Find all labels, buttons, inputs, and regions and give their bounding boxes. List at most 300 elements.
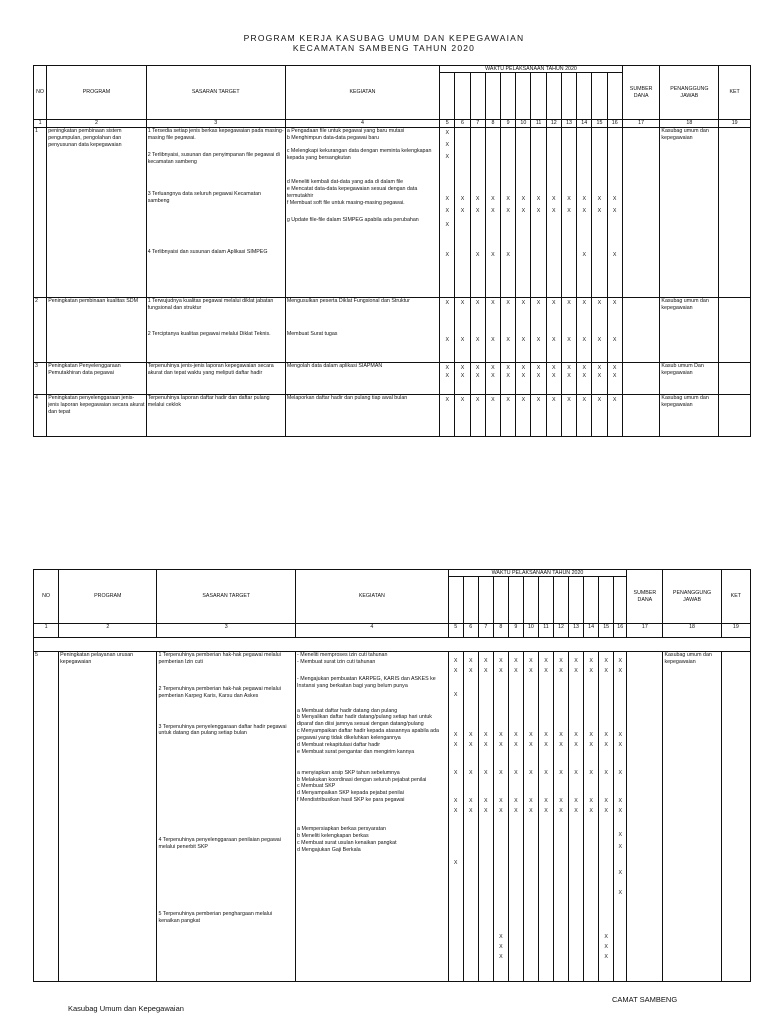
ket-cell xyxy=(721,652,750,982)
schedule-mark: X xyxy=(536,299,541,306)
month-header xyxy=(614,577,627,624)
month-cell xyxy=(455,297,470,362)
schedule-mark: X xyxy=(536,336,541,343)
column-number: 2 xyxy=(47,120,147,128)
schedule-mark: X xyxy=(574,798,578,804)
schedule-mark: X xyxy=(612,336,617,343)
month-cell xyxy=(455,394,470,436)
header-kegiatan: KEGIATAN xyxy=(285,66,439,120)
pj-cell: Kasubag umum dan kepegawaian xyxy=(663,652,721,982)
schedule-mark: X xyxy=(618,832,623,838)
month-cell xyxy=(584,652,599,982)
kegiatan-cell-block: Membuat Surat tugas xyxy=(286,330,338,337)
month-cell xyxy=(561,297,576,362)
month-cell xyxy=(592,394,607,436)
schedule-mark: X xyxy=(559,808,563,814)
column-number-row xyxy=(34,120,751,128)
schedule-mark: X xyxy=(468,732,473,738)
header-ket: KET xyxy=(721,570,750,624)
schedule-mark: X xyxy=(445,195,450,202)
header-program: PROGRAM xyxy=(59,570,157,624)
schedule-mark: X xyxy=(589,668,593,674)
schedule-mark: X xyxy=(618,732,623,738)
schedule-mark: X xyxy=(506,251,510,258)
target-cell xyxy=(146,297,285,362)
schedule-mark: X xyxy=(544,798,548,804)
header-kegiatan: KEGIATAN xyxy=(296,570,449,624)
schedule-mark: X xyxy=(597,207,602,214)
column-number-row xyxy=(34,624,751,638)
schedule-mark: X xyxy=(552,207,556,214)
schedule-mark: X xyxy=(536,372,541,379)
month-header xyxy=(607,73,622,120)
schedule-mark: X xyxy=(604,732,608,738)
month-cell xyxy=(577,127,592,297)
schedule-mark: X xyxy=(491,396,495,403)
schedule-mark: X xyxy=(514,732,518,738)
column-number: 6 xyxy=(463,624,478,638)
schedule-mark: X xyxy=(475,299,480,306)
schedule-mark: X xyxy=(453,658,458,664)
kegiatan-cell-block: g Update file-file dalam SIMPEG apabila ada perubahan xyxy=(286,216,419,223)
schedule-mark: X xyxy=(582,336,586,343)
schedule-mark: X xyxy=(521,299,526,306)
target-cell-block: 1 Terpenuhinya pemberian hak-hak pegawai melalui pemberian Izin cuti xyxy=(158,652,281,665)
sumber-cell xyxy=(622,297,660,362)
schedule-mark: X xyxy=(499,954,503,960)
month-cell xyxy=(448,652,463,982)
schedule-mark: X xyxy=(445,153,450,160)
schedule-mark: X xyxy=(612,207,617,214)
schedule-mark: X xyxy=(544,658,548,664)
column-number: 8 xyxy=(485,120,500,128)
schedule-mark: X xyxy=(475,396,480,403)
kegiatan-cell-block: d Meneliti kembali dat-data yang ada di dalam file e Mencatat data-data kepegawaian sesuai dengan data termutakhir f Membuat soft file untuk masing-masing pegawai. xyxy=(286,179,418,206)
month-cell xyxy=(531,394,546,436)
schedule-mark: X xyxy=(514,658,518,664)
schedule-mark: X xyxy=(453,668,458,674)
ket-cell xyxy=(719,394,751,436)
month-cell xyxy=(607,127,622,297)
schedule-mark: X xyxy=(514,742,518,748)
target-cell xyxy=(146,127,285,297)
schedule-mark: X xyxy=(567,364,571,371)
schedule-mark: X xyxy=(529,798,533,804)
month-header xyxy=(599,577,614,624)
month-header xyxy=(448,577,463,624)
month-header xyxy=(584,577,599,624)
schedule-mark: X xyxy=(559,658,563,664)
month-cell xyxy=(614,652,627,982)
schedule-mark: X xyxy=(567,396,571,403)
schedule-mark: X xyxy=(445,141,450,148)
ket-cell xyxy=(719,362,751,394)
month-cell xyxy=(577,394,592,436)
schedule-mark: X xyxy=(582,372,586,379)
month-header xyxy=(531,73,546,120)
kegiatan-cell xyxy=(285,127,439,297)
month-cell xyxy=(516,394,531,436)
schedule-mark: X xyxy=(582,195,586,202)
schedule-mark: X xyxy=(491,372,495,379)
schedule-mark: X xyxy=(612,195,617,202)
document-subtitle: KECAMATAN SAMBENG TAHUN 2020 xyxy=(292,43,476,53)
kegiatan-cell xyxy=(285,362,439,394)
schedule-mark: X xyxy=(552,195,556,202)
month-header xyxy=(592,73,607,120)
month-cell xyxy=(501,127,516,297)
schedule-mark: X xyxy=(544,808,548,814)
schedule-mark: X xyxy=(484,808,488,814)
sumber-cell xyxy=(622,394,660,436)
schedule-mark: X xyxy=(468,798,473,804)
schedule-mark: X xyxy=(582,207,586,214)
sumber-cell xyxy=(622,362,660,394)
kegiatan-cell-block: a Mempersiapkan berkas persyaratan b Meneliti kelengkapan berkas c Membuat surat usulan kenaikan pangkat d Mengajukan Gaji Berkala xyxy=(297,826,397,853)
column-number: 2 xyxy=(59,624,157,638)
header-pj: PENANGGUNG JAWAB xyxy=(663,570,721,624)
month-cell xyxy=(440,297,455,362)
schedule-mark: X xyxy=(514,668,518,674)
header-program: PROGRAM xyxy=(47,66,147,120)
schedule-mark: X xyxy=(589,658,593,664)
month-cell xyxy=(531,297,546,362)
column-number: 8 xyxy=(493,624,508,638)
schedule-mark: X xyxy=(618,770,623,776)
schedule-mark: X xyxy=(582,251,586,258)
schedule-mark: X xyxy=(574,808,578,814)
month-header xyxy=(561,73,576,120)
kegiatan-cell-block: Mengolah data dalam aplikasi SIAPMAN xyxy=(286,362,383,369)
month-cell xyxy=(501,362,516,394)
row-number: 3 xyxy=(34,362,47,394)
schedule-mark: X xyxy=(612,299,617,306)
month-cell xyxy=(561,394,576,436)
schedule-mark: X xyxy=(604,944,608,950)
target-cell-block: Terpenuhinya jenis-jenis laporan kepegawaian secara akurat dan tepat waktu yang meliputi daftar hadir xyxy=(147,362,274,376)
schedule-mark: X xyxy=(484,658,488,664)
schedule-mark: X xyxy=(468,742,473,748)
pj-cell: Kasubag umum dan kepegawaian xyxy=(660,394,719,436)
kegiatan-cell-block: - Mengajukan pembuatan KARPEG, KARIS dan ASKES ke Instansi yang berkaitan bagi yang belum punya xyxy=(297,675,436,689)
schedule-mark: X xyxy=(612,396,617,403)
schedule-mark: X xyxy=(604,658,608,664)
schedule-mark: X xyxy=(559,668,563,674)
month-header xyxy=(463,577,478,624)
ket-cell xyxy=(719,127,751,297)
column-number: 18 xyxy=(660,120,719,128)
header-pj: PENANGGUNG JAWAB xyxy=(660,66,719,120)
work-program-table-1 xyxy=(33,65,751,437)
month-header xyxy=(554,577,569,624)
schedule-mark: X xyxy=(514,770,518,776)
schedule-mark: X xyxy=(567,195,571,202)
schedule-mark: X xyxy=(521,195,526,202)
kegiatan-cell-block: c Melengkapi kekurangan data dengan meminta kelengkapan kepada yang bersangkutan xyxy=(286,147,432,161)
schedule-mark: X xyxy=(460,364,465,371)
month-cell xyxy=(440,394,455,436)
schedule-mark: X xyxy=(552,372,556,379)
schedule-mark: X xyxy=(491,251,495,258)
schedule-mark: X xyxy=(521,372,526,379)
month-header xyxy=(546,73,561,120)
header-ket: KET xyxy=(719,66,751,120)
schedule-mark: X xyxy=(612,372,617,379)
spacer-row xyxy=(34,638,751,652)
sumber-cell xyxy=(622,127,660,297)
target-cell-block: 2 Terciptanya kualitas pegawai melalui Diklat Teknis. xyxy=(147,330,271,337)
schedule-mark: X xyxy=(589,798,593,804)
schedule-mark: X xyxy=(618,890,623,896)
schedule-mark: X xyxy=(536,207,541,214)
column-number: 19 xyxy=(719,120,751,128)
header-waktu: WAKTU PELAKSANAAN TAHUN 2020 xyxy=(440,66,623,73)
month-cell xyxy=(440,127,455,297)
schedule-mark: X xyxy=(445,396,450,403)
schedule-mark: X xyxy=(597,372,602,379)
program-row xyxy=(34,297,751,362)
schedule-mark: X xyxy=(604,742,608,748)
month-cell xyxy=(546,362,561,394)
program-cell: Peningkatan pembinaan kualitas SDM xyxy=(47,297,147,362)
schedule-mark: X xyxy=(529,742,533,748)
schedule-mark: X xyxy=(445,364,450,371)
schedule-mark: X xyxy=(453,860,458,866)
month-cell xyxy=(470,362,485,394)
header-no: NO xyxy=(34,570,59,624)
column-number: 9 xyxy=(501,120,516,128)
kegiatan-cell xyxy=(285,297,439,362)
schedule-mark: X xyxy=(604,808,608,814)
schedule-mark: X xyxy=(604,798,608,804)
month-cell xyxy=(485,127,500,297)
column-number: 17 xyxy=(622,120,660,128)
schedule-mark: X xyxy=(544,668,548,674)
schedule-mark: X xyxy=(445,336,450,343)
month-header xyxy=(508,577,523,624)
schedule-mark: X xyxy=(506,336,510,343)
month-cell xyxy=(607,362,622,394)
column-number: 5 xyxy=(440,120,455,128)
column-number: 16 xyxy=(607,120,622,128)
column-number: 7 xyxy=(470,120,485,128)
month-cell xyxy=(516,297,531,362)
month-cell xyxy=(599,652,614,982)
pj-cell: Kasubag umum dan kepegawaian xyxy=(660,127,719,297)
month-cell xyxy=(485,297,500,362)
schedule-mark: X xyxy=(597,299,602,306)
schedule-mark: X xyxy=(506,299,510,306)
month-cell xyxy=(455,127,470,297)
month-cell xyxy=(592,362,607,394)
header-no: NO xyxy=(34,66,47,120)
schedule-mark: X xyxy=(499,668,503,674)
pj-cell: Kasubag umum dan kepegawaian xyxy=(660,297,719,362)
month-cell xyxy=(554,652,569,982)
schedule-mark: X xyxy=(475,364,480,371)
schedule-mark: X xyxy=(529,668,533,674)
column-number: 13 xyxy=(561,120,576,128)
schedule-mark: X xyxy=(529,808,533,814)
schedule-mark: X xyxy=(453,770,458,776)
schedule-mark: X xyxy=(484,668,488,674)
schedule-mark: X xyxy=(544,770,548,776)
schedule-mark: X xyxy=(597,195,602,202)
month-header xyxy=(470,73,485,120)
column-number: 14 xyxy=(577,120,592,128)
schedule-mark: X xyxy=(445,129,450,136)
program-cell: Peningkatan penyelenggaraan jenis-jenis laporan kepegawaian secara akurat dan tepat xyxy=(47,394,147,436)
schedule-mark: X xyxy=(597,336,602,343)
column-number: 12 xyxy=(546,120,561,128)
month-cell xyxy=(493,652,508,982)
kegiatan-cell-block: a Pengadaan file untuk pegawai yang baru mutasi b Menghimpun data-data pegawai baru xyxy=(286,127,405,141)
month-cell xyxy=(485,362,500,394)
schedule-mark: X xyxy=(491,364,495,371)
month-header xyxy=(455,73,470,120)
month-header xyxy=(577,73,592,120)
month-cell xyxy=(531,127,546,297)
schedule-mark: X xyxy=(567,372,571,379)
signature-right: CAMAT SAMBENG xyxy=(612,995,678,1004)
schedule-mark: X xyxy=(604,954,608,960)
schedule-mark: X xyxy=(567,299,571,306)
schedule-mark: X xyxy=(460,299,465,306)
schedule-mark: X xyxy=(618,742,623,748)
schedule-mark: X xyxy=(612,364,617,371)
month-cell xyxy=(440,362,455,394)
schedule-mark: X xyxy=(445,221,450,228)
schedule-mark: X xyxy=(445,251,450,258)
schedule-mark: X xyxy=(589,808,593,814)
month-cell xyxy=(470,127,485,297)
column-number: 18 xyxy=(663,624,721,638)
target-cell-block: 4 Terpenuhinya penyelenggaraan penilaian pegawai melalui penerbit SKP xyxy=(158,837,281,851)
target-cell-block: 4 Terlibnyaisi dan susunan dalam Aplikasi SIMPEG xyxy=(147,249,268,256)
schedule-mark: X xyxy=(499,808,503,814)
column-number: 16 xyxy=(614,624,627,638)
pj-cell: Kasub umum Dan kepegawaian xyxy=(660,362,719,394)
schedule-mark: X xyxy=(491,299,495,306)
column-number: 1 xyxy=(34,624,59,638)
month-cell xyxy=(501,297,516,362)
schedule-mark: X xyxy=(612,251,617,258)
month-cell xyxy=(561,127,576,297)
schedule-mark: X xyxy=(506,195,510,202)
schedule-mark: X xyxy=(618,658,623,664)
schedule-mark: X xyxy=(468,808,473,814)
month-header xyxy=(516,73,531,120)
kegiatan-cell-block: a menyiapkan arsip SKP tahun sebelumnya b Melakukan koordinasi dengan seluruh pejabat penilai c Membuat SKP d Menyampaikan SKP kepada pejabat penilai f Mendistribusikan hasil SKP ke para pegawai xyxy=(297,769,427,804)
month-header xyxy=(493,577,508,624)
schedule-mark: X xyxy=(475,251,480,258)
schedule-mark: X xyxy=(484,742,488,748)
month-cell xyxy=(470,394,485,436)
schedule-mark: X xyxy=(544,742,548,748)
target-cell-block: 5 Terpenuhinya pemberian penghargaan melalui kenaikan pangkat xyxy=(158,911,273,924)
target-cell-block: 1 Terwujudnya kualitas pegawai melalui diklat jabatan fungsional dan struktur xyxy=(147,297,274,311)
schedule-mark: X xyxy=(574,658,578,664)
schedule-mark: X xyxy=(484,732,488,738)
column-number: 4 xyxy=(285,120,439,128)
target-cell-block: 1 Tersedia setiap jenis berkas kepegawaian pada masing-masing file pegawai. xyxy=(147,127,284,141)
column-number: 7 xyxy=(478,624,493,638)
schedule-mark: X xyxy=(529,732,533,738)
column-number: 10 xyxy=(516,120,531,128)
column-number: 15 xyxy=(592,120,607,128)
month-cell xyxy=(577,362,592,394)
schedule-mark: X xyxy=(567,336,571,343)
schedule-mark: X xyxy=(597,364,602,371)
schedule-mark: X xyxy=(514,798,518,804)
column-number: 3 xyxy=(157,624,296,638)
column-number: 17 xyxy=(627,624,663,638)
schedule-mark: X xyxy=(514,808,518,814)
month-cell xyxy=(531,362,546,394)
column-number: 3 xyxy=(146,120,285,128)
schedule-mark: X xyxy=(475,372,480,379)
schedule-mark: X xyxy=(521,396,526,403)
schedule-mark: X xyxy=(484,770,488,776)
schedule-mark: X xyxy=(589,742,593,748)
kegiatan-cell-block: Mengusulkan peserta Diklat Fungsional dan Struktur xyxy=(286,297,410,304)
column-number: 14 xyxy=(584,624,599,638)
month-cell xyxy=(592,297,607,362)
schedule-mark: X xyxy=(499,934,503,940)
program-cell: Peningkatan Penyelenggaraan Pemutakhiran data pegawai xyxy=(47,362,147,394)
schedule-mark: X xyxy=(460,195,465,202)
column-number: 11 xyxy=(538,624,553,638)
schedule-mark: X xyxy=(506,372,510,379)
work-program-table-2 xyxy=(33,569,751,982)
column-number: 5 xyxy=(448,624,463,638)
schedule-mark: X xyxy=(552,364,556,371)
schedule-mark: X xyxy=(559,770,563,776)
schedule-mark: X xyxy=(536,396,541,403)
schedule-mark: X xyxy=(552,299,556,306)
kegiatan-cell xyxy=(296,652,449,982)
target-cell-block: 2 Terlibnyaisi, susunan dan penyimpanan file pegawai di kecamatan sambeng xyxy=(147,151,280,165)
schedule-mark: X xyxy=(521,336,526,343)
schedule-mark: X xyxy=(589,770,593,776)
program-row xyxy=(34,394,751,436)
schedule-mark: X xyxy=(499,742,503,748)
schedule-mark: X xyxy=(618,798,623,804)
schedule-mark: X xyxy=(521,207,526,214)
schedule-mark: X xyxy=(618,668,623,674)
target-cell-block: 3 Terluangnya data seluruh pegawai Kecamatan sambeng xyxy=(147,191,261,205)
schedule-mark: X xyxy=(529,658,533,664)
month-cell xyxy=(501,394,516,436)
kegiatan-cell-block: a Membuat daftar hadir datang dan pulang b Menyalikan daftar hadir datang/pulang setiap hari untuk diparaf dan diisi jamnya sesuai dengan datang/pulang c Menyampaikan daftar hadir kepada atasannya apabila ada pegawai yang tidak dikeluhkan kelengannya d Membuat rekapitulasi daftar hadir e Membuat surat pengantar dan mengirim kannya xyxy=(297,707,439,755)
ket-cell xyxy=(719,297,751,362)
month-header xyxy=(440,73,455,120)
schedule-mark: X xyxy=(552,396,556,403)
month-cell xyxy=(561,362,576,394)
schedule-mark: X xyxy=(453,742,458,748)
target-cell xyxy=(146,362,285,394)
month-cell xyxy=(485,394,500,436)
month-cell xyxy=(546,394,561,436)
header-sumber: SUMBER DANA xyxy=(627,570,663,624)
schedule-mark: X xyxy=(536,364,541,371)
schedule-mark: X xyxy=(559,742,563,748)
kegiatan-cell-block: Melaporkan daftar hadir dan pulang tiap awal bulan xyxy=(286,394,408,401)
schedule-mark: X xyxy=(453,692,458,698)
signature-left: Kasubag Umum dan Kepegawaian xyxy=(68,1004,184,1013)
month-header xyxy=(538,577,553,624)
schedule-mark: X xyxy=(453,732,458,738)
